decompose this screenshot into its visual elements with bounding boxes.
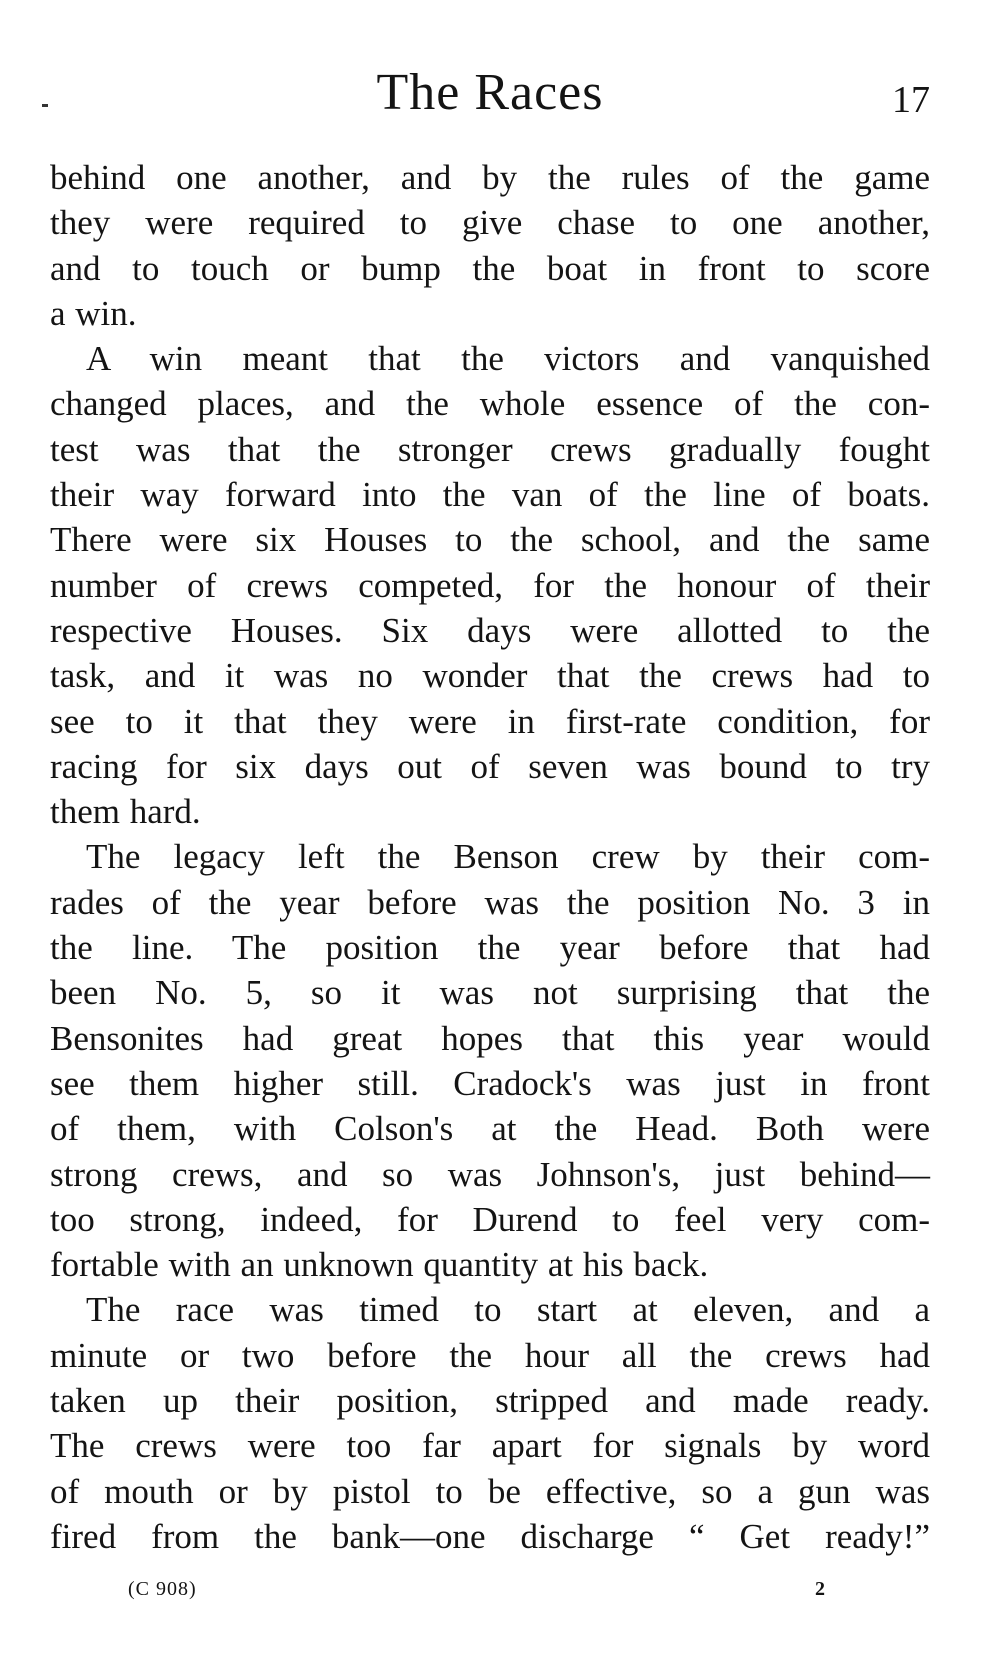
- paragraph: [50, 155, 930, 336]
- text-line: minute or two before the hour all the crews had: [50, 1335, 930, 1375]
- text-line: their way forward into the van of the line of boats.: [50, 475, 930, 515]
- text-line: taken up their position, stripped and made ready.: [50, 1381, 930, 1421]
- text-line: been No. 5, so it was not surprising that the: [50, 973, 930, 1013]
- text-line: of mouth or by pistol to be effective, so a gun was: [50, 1471, 930, 1511]
- text-line: number of crews competed, for the honour of their: [50, 565, 930, 605]
- text-line: fired from the bank—one discharge “ Get ready!”: [50, 1516, 930, 1556]
- text-line: strong crews, and so was Johnson's, just behind—: [50, 1154, 930, 1194]
- text-line: The race was timed to start at eleven, and a: [86, 1290, 930, 1330]
- page-number: 17: [892, 79, 930, 121]
- text-line: changed places, and the whole essence of the con-: [50, 384, 930, 424]
- text-line: the line. The position the year before that had: [50, 928, 930, 968]
- text-line: too strong, indeed, for Durend to feel very com-: [50, 1199, 930, 1239]
- printer-code: (C 908): [128, 1578, 197, 1600]
- running-head: The Races: [376, 64, 604, 121]
- signature-mark: 2: [815, 1578, 826, 1600]
- body-text: [50, 155, 930, 1559]
- text-line: of them, with Colson's at the Head. Both were: [50, 1109, 930, 1149]
- page-footer: [50, 1578, 930, 1608]
- text-line: behind one another, and by the rules of the game: [50, 158, 930, 197]
- text-line: rades of the year before was the position No. 3 in: [50, 882, 930, 922]
- text-line: Bensonites had great hopes that this year would: [50, 1018, 930, 1058]
- text-line: fortable with an unknown quantity at his back.: [50, 1245, 709, 1285]
- text-line: a win.: [50, 293, 137, 333]
- text-line: task, and it was no wonder that the crews had to: [50, 656, 930, 696]
- text-line: The crews were too far apart for signals by word: [50, 1426, 930, 1466]
- text-line: and to touch or bump the boat in front to score: [50, 248, 930, 288]
- print-speck: [42, 104, 48, 107]
- text-line: see to it that they were in first-rate condition, for: [50, 701, 930, 741]
- text-line: see them higher still. Cradock's was just in front: [50, 1063, 930, 1103]
- page-header: [50, 58, 930, 128]
- text-line: racing for six days out of seven was bound to try: [50, 746, 930, 786]
- text-line: There were six Houses to the school, and the same: [50, 520, 930, 560]
- paragraph: [50, 1287, 930, 1559]
- paragraph: [50, 336, 930, 834]
- text-line: test was that the stronger crews gradually fought: [50, 429, 930, 469]
- text-line: them hard.: [50, 792, 201, 832]
- text-line: respective Houses. Six days were allotted to the: [50, 610, 930, 650]
- text-line: The legacy left the Benson crew by their com-: [86, 837, 930, 877]
- text-line: A win meant that the victors and vanquished: [86, 339, 930, 379]
- text-line: they were required to give chase to one another,: [50, 203, 930, 243]
- paragraph: [50, 834, 930, 1287]
